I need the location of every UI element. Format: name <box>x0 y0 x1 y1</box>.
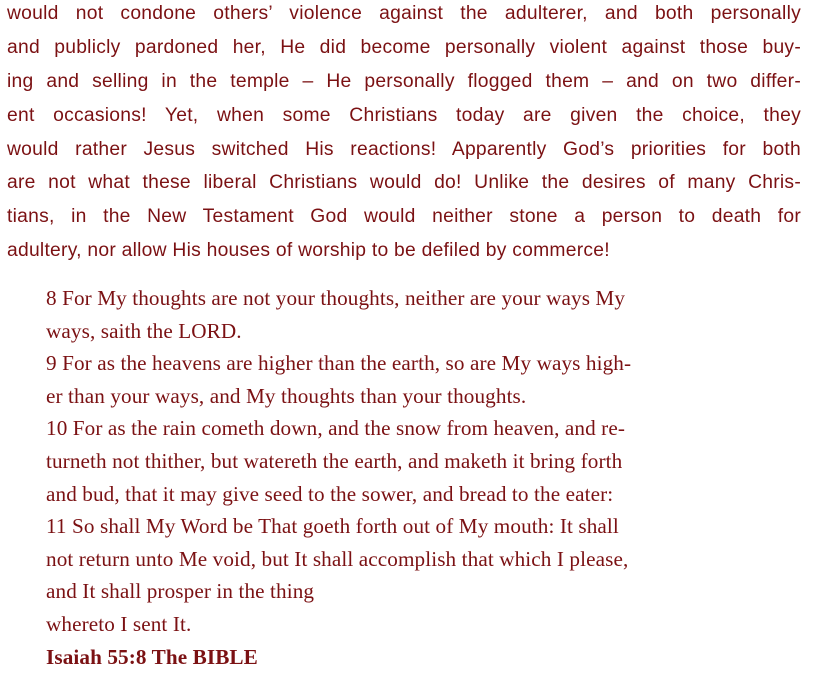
quote-line: 8 For My thoughts are not your thoughts, neither are your ways My <box>46 286 626 310</box>
quote-line: not return unto Me void, but It shall accomplish that which I please, <box>46 546 629 571</box>
quote-line: turneth not thither, but watereth the earth, and maketh it bring forth <box>46 448 623 473</box>
scripture-quote <box>46 284 766 675</box>
quote-line: and bud, that it may give seed to the sower, and bread to the eater: <box>46 481 614 506</box>
quote-line: 11 So shall My Word be That goeth forth out of My mouth: It shall <box>46 514 619 539</box>
paragraph-line: ent occasions! Yet, when some Christians today are given the choice, they <box>7 104 801 126</box>
paragraph-line: are not what these liberal Christians would do! Unlike the desires of many Chris- <box>7 172 801 194</box>
paragraph-line: would not condone others’ violence against the adulterer, and both personally <box>7 3 801 24</box>
quote-citation: Isaiah 55:8 The BIBLE <box>46 644 258 669</box>
paragraph-line: would rather Jesus switched His reactions! Apparently God’s priorities for both <box>7 138 801 160</box>
quote-line: ways, saith the LORD. <box>46 318 242 343</box>
quote-line: whereto I sent It. <box>46 611 192 636</box>
quote-line: 10 For as the rain cometh down, and the snow from heaven, and re- <box>46 416 625 441</box>
quote-line: er than your ways, and My thoughts than your thoughts. <box>46 383 527 408</box>
quote-line: and It shall prosper in the thing <box>46 579 315 604</box>
quote-line: 9 For as the heavens are higher than the earth, so are My ways high- <box>46 351 632 376</box>
paragraph-line: tians, in the New Testament God would neither stone a person to death for <box>7 206 801 228</box>
paragraph-line: and publicly pardoned her, He did become personally violent against those buy- <box>7 36 801 58</box>
body-paragraph <box>7 0 801 271</box>
paragraph-line: ing and selling in the temple – He personally flogged them – and on two differ- <box>7 70 801 92</box>
paragraph-line: adultery, nor allow His houses of worship to be defiled by commerce! <box>7 240 610 262</box>
